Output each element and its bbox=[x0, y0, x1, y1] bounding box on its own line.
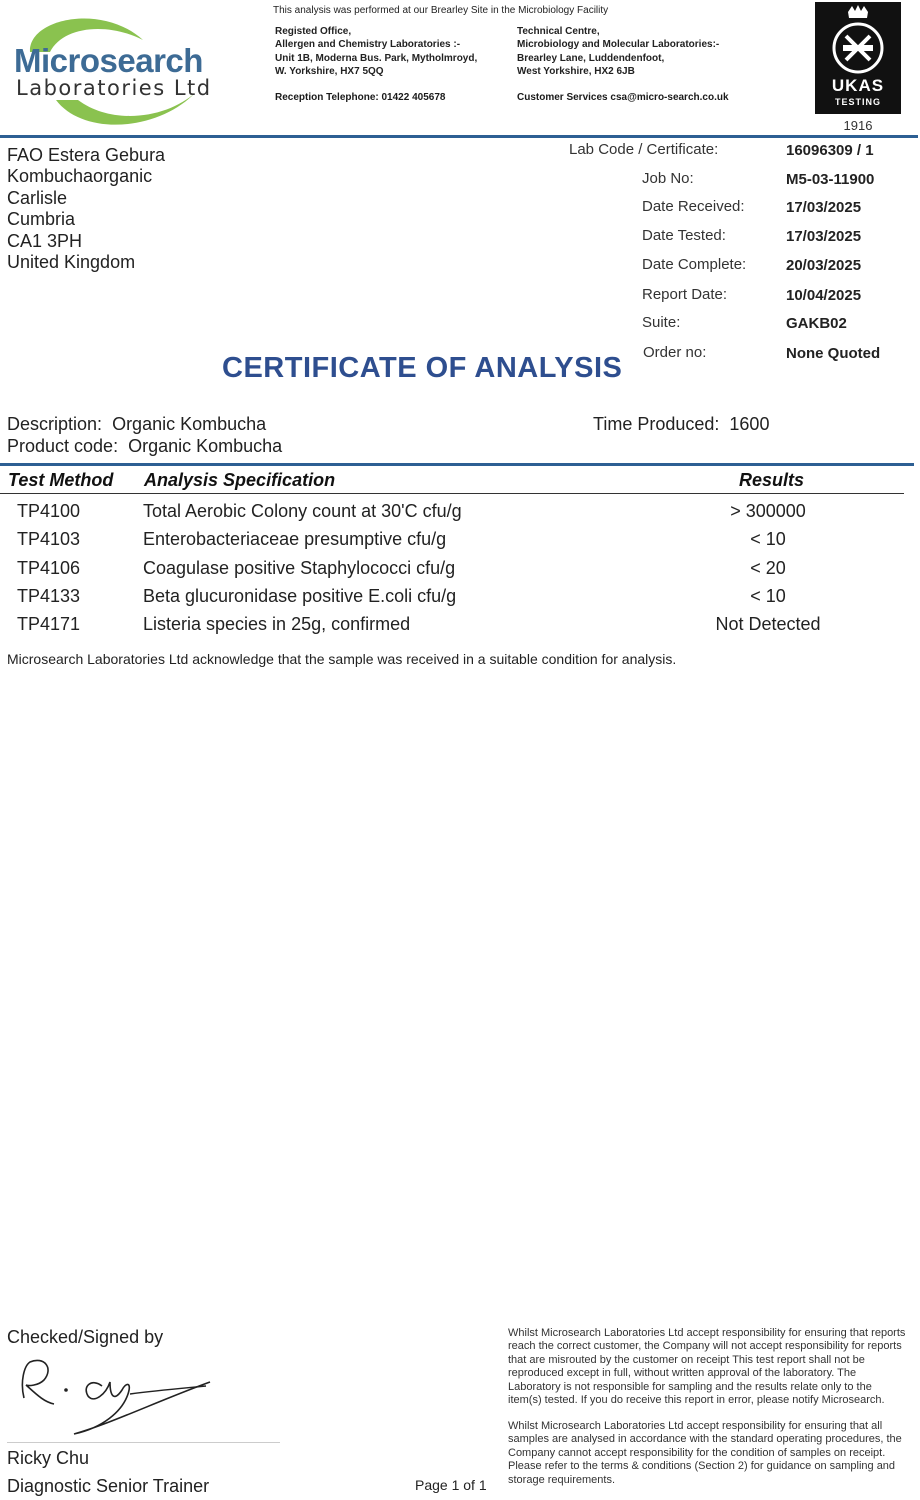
description-label: Description: bbox=[7, 414, 103, 434]
header-analysis-spec: Analysis Specification bbox=[144, 470, 336, 490]
result-cell: Not Detected bbox=[715, 614, 821, 634]
customer-address-line: United Kingdom bbox=[7, 252, 136, 273]
signature-icon bbox=[10, 1352, 280, 1440]
table-row bbox=[0, 501, 920, 529]
description-line bbox=[7, 414, 266, 435]
result-cell: < 10 bbox=[750, 529, 786, 549]
acknowledgement-note: Microsearch Laboratories Ltd acknowledge that the sample was received in a suitable condition for analysis. bbox=[7, 651, 677, 667]
customer-address-line: CA1 3PH bbox=[7, 230, 83, 251]
certificate-title: CERTIFICATE OF ANALYSIS bbox=[222, 352, 623, 384]
time-produced-value: 1600 bbox=[729, 414, 770, 434]
disclaimer-samples: Whilst Microsearch Laboratories Ltd accept responsibility for ensuring that all samples are analysed in accordance with the standard operating procedures, the Company cannot accept responsibility for the condition of samples on receipt. Please refer to the terms & conditions (Section 2) for guidance on sampling and storage requirements. bbox=[508, 1420, 902, 1486]
date-complete-value: 20/03/2025 bbox=[786, 257, 862, 274]
date-received-label: Date Received: bbox=[642, 198, 745, 215]
table-row bbox=[0, 614, 920, 642]
address-line: Brearley Lane, Luddendenfoot, bbox=[517, 52, 665, 64]
address-line: Allergen and Chemistry Laboratories :- bbox=[275, 39, 461, 51]
date-received-value: 17/03/2025 bbox=[786, 199, 862, 216]
customer-address bbox=[7, 145, 165, 273]
lab-code-value: 16096309 / 1 bbox=[786, 142, 874, 159]
customer-address-line: Carlisle bbox=[7, 187, 68, 208]
ukas-testing-label: TESTING bbox=[834, 97, 881, 107]
table-row bbox=[0, 529, 920, 557]
header-divider bbox=[0, 135, 918, 138]
customer-address-line: Kombuchaorganic bbox=[7, 166, 153, 187]
date-complete-label: Date Complete: bbox=[642, 256, 747, 273]
result-cell: < 20 bbox=[750, 558, 786, 578]
order-no-label: Order no: bbox=[643, 344, 707, 361]
report-date-value: 10/04/2025 bbox=[786, 287, 862, 304]
microsearch-logo bbox=[8, 8, 238, 128]
signer-title: Diagnostic Senior Trainer bbox=[7, 1476, 210, 1496]
test-method-cell: TP4171 bbox=[17, 614, 81, 634]
checked-signed-label: Checked/Signed by bbox=[7, 1327, 164, 1347]
analysis-spec-cell: Enterobacteriaceae presumptive cfu/g bbox=[143, 529, 447, 549]
result-cell: < 10 bbox=[750, 586, 786, 606]
ukas-badge bbox=[815, 2, 901, 114]
page-number: Page 1 of 1 bbox=[415, 1477, 487, 1493]
report-date-label: Report Date: bbox=[642, 286, 728, 303]
product-code-value: Organic Kombucha bbox=[128, 436, 283, 456]
logo-subtitle: Laboratories Ltd bbox=[16, 76, 212, 100]
customer-services-email[interactable]: Customer Services csa@micro-search.co.uk bbox=[517, 92, 729, 103]
job-no-value: M5-03-11900 bbox=[786, 171, 875, 188]
date-tested-label: Date Tested: bbox=[642, 227, 726, 244]
disclaimer-responsibility: Whilst Microsearch Laboratories Ltd accept responsibility for ensuring that reports reach the correct customer, the Company will not accept responsibility for reports that are misrouted by the customer on receipt This test report shall not be reproduced except in full, without written approval of the laboratory. The Laboratory is not responsible for sampling and the results relate only to the item(s) tested. If you do receive this report in error, please notify Microsearch. bbox=[508, 1327, 906, 1407]
header-test-method: Test Method bbox=[8, 470, 114, 490]
suite-value: GAKB02 bbox=[786, 315, 847, 332]
analysis-spec-cell: Beta glucuronidase positive E.coli cfu/g bbox=[143, 586, 457, 606]
address-line: Registed Office, bbox=[275, 26, 352, 37]
time-produced-line bbox=[593, 414, 769, 435]
ukas-wordmark: UKAS bbox=[831, 76, 885, 95]
address-line: Unit 1B, Moderna Bus. Park, Mytholmroyd, bbox=[275, 52, 478, 64]
test-method-cell: TP4100 bbox=[17, 501, 81, 521]
product-code-label: Product code: bbox=[7, 436, 119, 456]
logo-wordmark: Microsearch bbox=[14, 42, 203, 79]
address-line: Technical Centre, bbox=[517, 26, 600, 37]
customer-address-line: FAO Estera Gebura bbox=[7, 145, 166, 165]
suite-label: Suite: bbox=[642, 314, 681, 331]
date-tested-value: 17/03/2025 bbox=[786, 228, 862, 245]
registered-office-address bbox=[275, 25, 477, 78]
technical-centre-address bbox=[517, 25, 719, 78]
site-note: This analysis was performed at our Brearley Site in the Microbiology Facility bbox=[273, 5, 609, 16]
signature-divider bbox=[7, 1442, 280, 1443]
time-produced-label: Time Produced: bbox=[593, 414, 720, 434]
address-line: West Yorkshire, HX2 6JB bbox=[517, 65, 635, 77]
job-no-label: Job No: bbox=[642, 170, 694, 187]
analysis-spec-cell: Coagulase positive Staphylococci cfu/g bbox=[143, 558, 456, 578]
analysis-spec-cell: Listeria species in 25g, confirmed bbox=[143, 614, 411, 634]
ukas-number: 1916 bbox=[843, 118, 873, 133]
reception-telephone: Reception Telephone: 01422 405678 bbox=[275, 92, 446, 103]
result-cell: > 300000 bbox=[730, 501, 806, 521]
table-row bbox=[0, 586, 920, 614]
signer-name: Ricky Chu bbox=[7, 1448, 90, 1468]
address-line: Microbiology and Molecular Laboratories:- bbox=[517, 39, 720, 51]
table-top-rule bbox=[0, 463, 914, 466]
address-line: W. Yorkshire, HX7 5QQ bbox=[275, 65, 384, 77]
table-row bbox=[0, 558, 920, 586]
crown-icon bbox=[815, 2, 901, 76]
customer-address-line: Cumbria bbox=[7, 209, 76, 230]
test-method-cell: TP4133 bbox=[17, 586, 81, 606]
header-results: Results bbox=[739, 470, 805, 490]
test-method-cell: TP4106 bbox=[17, 558, 81, 578]
description-value: Organic Kombucha bbox=[112, 414, 267, 434]
analysis-spec-cell: Total Aerobic Colony count at 30'C cfu/g bbox=[143, 501, 462, 521]
order-no-value: None Quoted bbox=[786, 345, 881, 362]
table-header-rule bbox=[0, 493, 904, 494]
product-code-line bbox=[7, 436, 282, 457]
lab-code-label: Lab Code / Certificate: bbox=[569, 141, 719, 158]
test-method-cell: TP4103 bbox=[17, 529, 81, 549]
signature-image bbox=[10, 1352, 280, 1440]
